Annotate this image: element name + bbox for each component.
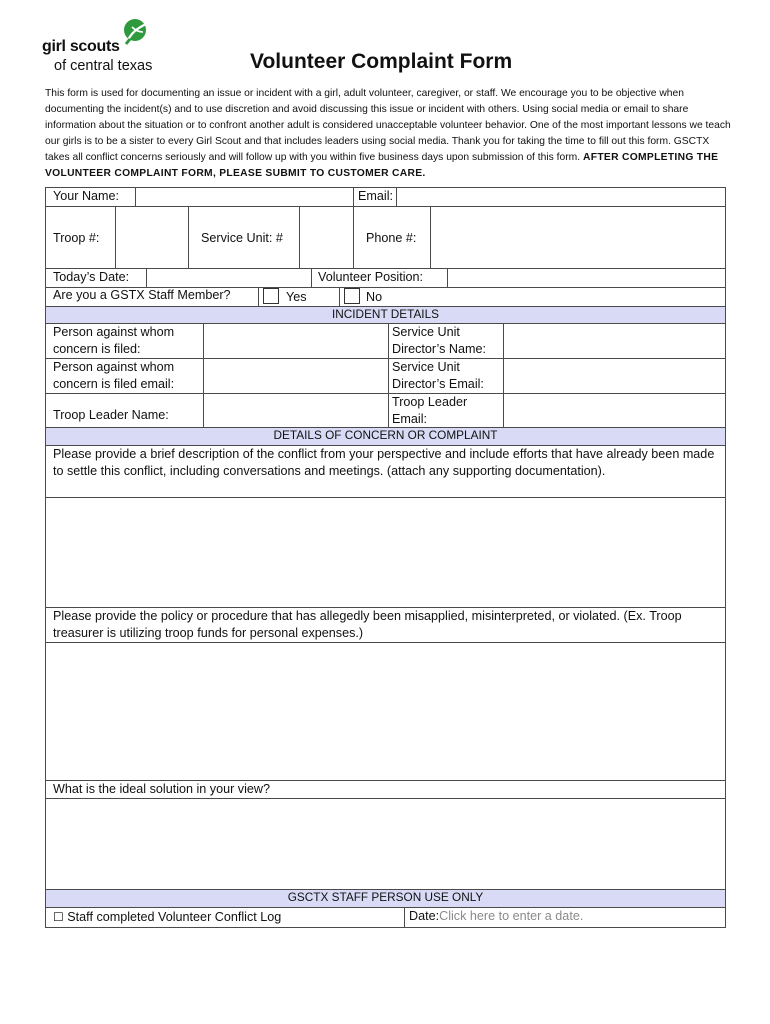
email-input[interactable]	[397, 188, 725, 206]
staff-log-row	[53, 909, 281, 926]
troop-leader-name-label: Troop Leader Name:	[53, 408, 169, 422]
staff-yes-checkbox[interactable]	[263, 288, 279, 304]
person-against-email-label: Person against whom concern is filed email:	[53, 360, 175, 392]
staff-member-question: Are you a GSTX Staff Member?	[53, 288, 231, 302]
trefoil-logo-icon	[116, 18, 148, 48]
person-against-email-input[interactable]	[204, 359, 388, 393]
service-unit-label: Service Unit: #	[201, 231, 283, 245]
policy-textarea[interactable]	[46, 643, 725, 780]
page-title: Volunteer Complaint Form	[250, 50, 513, 73]
todays-date-label: Today’s Date:	[53, 270, 130, 284]
your-name-label: Your Name:	[53, 189, 120, 203]
troop-leader-name-input[interactable]	[204, 394, 388, 427]
todays-date-input[interactable]	[147, 269, 311, 287]
details-header: DETAILS OF CONCERN OR COMPLAINT	[46, 428, 725, 445]
email-label: Email:	[358, 189, 393, 203]
phone-input[interactable]	[431, 207, 725, 268]
your-name-input[interactable]	[136, 188, 353, 206]
su-director-email-input[interactable]	[504, 359, 725, 393]
logo-text-line1: girl scouts	[42, 38, 120, 55]
intro-instruction: AFTER COMPLETING THE VOLUNTEER COMPLAINT FORM, PLEASE SUBMIT TO CUSTOMER CARE.	[45, 152, 719, 179]
incident-details-header: INCIDENT DETAILS	[46, 307, 725, 323]
policy-question: Please provide the policy or procedure that has allegedly been misapplied, misinterpreted, or violated. (Ex. Troop treasurer is utilizing troop funds for personal expenses.)	[53, 609, 682, 641]
organization-logo	[42, 18, 182, 80]
person-against-input[interactable]	[204, 324, 388, 358]
troop-leader-email-label: Troop Leader Email:	[392, 395, 468, 427]
solution-question: What is the ideal solution in your view?	[53, 782, 271, 796]
description-question: Please provide a brief description of the conflict from your perspective and include efforts that have already been made to settle this conflict, including conversations and meetings. (attach any supporting documentation).	[53, 447, 715, 479]
staff-date-label: Date:	[409, 909, 440, 923]
solution-textarea[interactable]	[46, 799, 725, 889]
troop-number-input[interactable]	[116, 207, 188, 268]
staff-date-placeholder[interactable]: Click here to enter a date.	[439, 909, 584, 923]
person-against-label: Person against whom concern is filed:	[53, 325, 175, 357]
staff-no-label: No	[366, 290, 383, 304]
description-textarea[interactable]	[46, 498, 725, 607]
troop-number-label: Troop #:	[53, 231, 100, 245]
su-director-name-label: Service Unit Director’s Name:	[392, 325, 487, 357]
staff-log-label: Staff completed Volunteer Conflict Log	[67, 910, 282, 924]
staff-log-checkbox[interactable]: ☐	[53, 910, 64, 924]
volunteer-position-label: Volunteer Position:	[318, 270, 424, 284]
staff-no-checkbox[interactable]	[344, 288, 360, 304]
troop-leader-email-input[interactable]	[504, 394, 725, 427]
logo-text-line2: of central texas	[54, 58, 153, 74]
phone-label: Phone #:	[366, 231, 417, 245]
volunteer-position-input[interactable]	[448, 269, 725, 287]
intro-paragraph	[45, 86, 735, 182]
su-director-name-input[interactable]	[504, 324, 725, 358]
su-director-email-label: Service Unit Director’s Email:	[392, 360, 484, 392]
service-unit-input[interactable]	[300, 207, 353, 268]
staff-date-field[interactable]	[409, 908, 583, 925]
intro-text: This form is used for documenting an issue or incident with a girl, adult volunteer, caregiver, or staff. We encourage you to be objective when documenting the incident(s) and to use discretion and avoid discussing this issue or incident with others. Using social media or email to share information about the situation or to confront another adult is considered unacceptable volunteer behavior. One of the most important lessons we teach our girls is to be a sister to every Girl Scout and that includes leaders using social media. Thank you for taking the time to fill out this form. GSCTX takes all conflict concerns seriously and will follow up with you within five business days upon submission of this form.	[45, 88, 731, 163]
staff-yes-label: Yes	[286, 290, 307, 304]
staff-use-header: GSCTX STAFF PERSON USE ONLY	[46, 890, 725, 907]
